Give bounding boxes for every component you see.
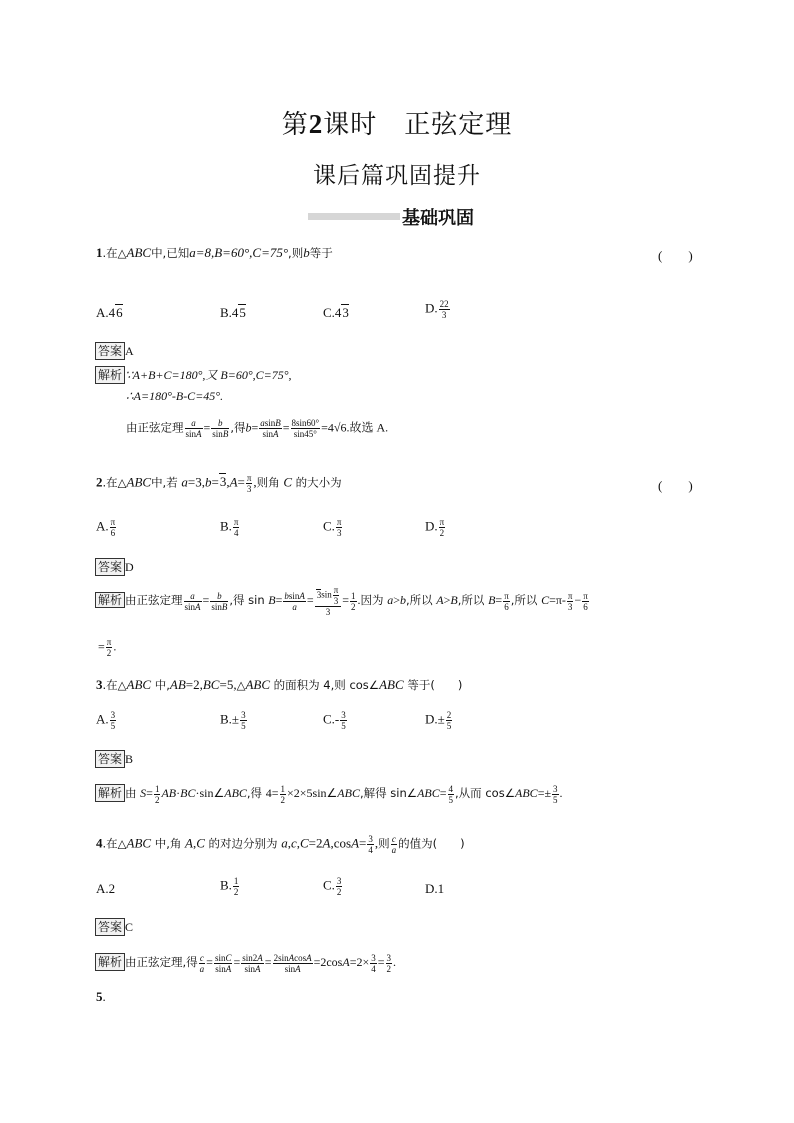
option-1a: A.46 — [96, 305, 123, 320]
option-1b: B.45 — [220, 305, 246, 320]
question-4: 4.在△ABC 中,角 A,C 的对边分别为 a,c,C=2A,cosA= $\frac{3}{4}$ ,则 $\frac{c}{a}$ 的值为( ) — [96, 834, 465, 855]
answer-blank-2: ( ) — [658, 478, 693, 493]
answer-tag: 答案 — [95, 342, 125, 360]
analysis-tag: 解析 — [95, 953, 125, 971]
answer-value: A — [125, 344, 134, 358]
answer-row-4 — [95, 916, 133, 935]
answer-blank-1: ( ) — [658, 248, 693, 263]
answer-row-1 — [95, 340, 134, 359]
answer-value: B — [125, 752, 134, 766]
analysis-tag: 解析 — [95, 592, 125, 608]
analysis-1-line3: 由正弦定理 $\frac{a}{\sin A}$ = $\frac{b}{\sin B}$ ,得b= $\frac{asinB}{\sin A}$ = $\frac{8\sin 60^\circ}{\sin 45^\circ}$ =4√6.故选 A. — [126, 418, 389, 439]
answer-row-3 — [95, 748, 133, 767]
question-5: 5. — [96, 989, 106, 1004]
option-2b: B. $\frac{\pi}{4}$ — [220, 517, 239, 538]
option-2a: A. $\frac{\pi}{6}$ — [96, 517, 116, 538]
question-3: 3.在△ABC 中,AB=2,BC=5,△ABC 的面积为 4,则 cos∠ABC 等于( ) — [96, 677, 463, 692]
answer-tag: 答案 — [95, 750, 125, 768]
option-4a: A.2 — [96, 881, 116, 896]
option-1d: D. $\frac{22}{3}$ — [425, 299, 449, 320]
answer-value: D — [125, 560, 134, 574]
option-3d: D.± $\frac{2}{5}$ — [425, 710, 452, 731]
option-2c: C. $\frac{\pi}{3}$ — [323, 517, 342, 538]
analysis-row-4: 解析 由正弦定理,得 $\frac{c}{a}$ = $\frac{\sin C}{\sin A}$ = $\frac{\sin 2A}{\sin A}$ = $\frac{\text{2sinAcosA}}{\sin A}$ =2cosA=2× $\frac{3}{4}$ = $\frac{3}{2}$ . — [95, 951, 396, 974]
option-4b: B. $\frac{1}{2}$ — [220, 876, 239, 897]
analysis-2-line2: = $\frac{\pi}{2}$ . — [98, 637, 117, 658]
option-3a: A. $\frac{3}{5}$ — [96, 710, 116, 731]
analysis-row-3: 解析 由 S= $\frac{1}{2}$ AB·BC·sin∠ABC,得 4= $\frac{1}{2}$ ×2×5sin∠ABC,解得 sin∠ABC= $\frac{4}{5}$ ,从而 cos∠ABC=± $\frac{3}{5}$ . — [95, 782, 563, 805]
analysis-tag: 解析 — [95, 366, 125, 384]
answer-value: C — [125, 920, 134, 934]
option-1c: C.43 — [323, 305, 349, 320]
option-4c: C. $\frac{3}{2}$ — [323, 876, 342, 897]
analysis-tag: 解析 — [95, 784, 125, 802]
analysis-row-2: 解析 由正弦定理 $\frac{a}{\sin A}$ = $\frac{b}{\sin B}$ ,得 sin B= $\frac{bsinA}{a}$ = 3sin $\frac{\pi}{3}$ 3 = $\frac{1}{2}$ .因为 a>b,所以 A>B,所以 B= $\frac{\pi}{6}$ ,所以 C=π- $\frac{\pi}{3}$ − $\frac{\pi}{6}$ — [95, 583, 590, 617]
section-bar — [308, 213, 400, 220]
answer-tag: 答案 — [95, 558, 125, 576]
page-subtitle: 课后篇巩固提升 — [313, 163, 481, 189]
option-2d: D. $\frac{\pi}{2}$ — [425, 517, 445, 538]
option-4d: D.1 — [425, 881, 445, 896]
page-title: 第2课时 正弦定理 — [281, 109, 513, 140]
section-heading: 基础巩固 — [402, 208, 474, 229]
analysis-1-line2: ∴A=180°-B-C=45°. — [126, 389, 224, 403]
question-2: 2.在△ABC中,若 a=3,b=3,A= $\frac{\pi}{3}$ ,则角 C 的大小为 — [96, 473, 342, 494]
option-3b: B.± $\frac{3}{5}$ — [220, 710, 246, 731]
answer-tag: 答案 — [95, 918, 125, 936]
analysis-row-1: 解析 ∵A+B+C=180°,又 B=60°,C=75°, — [95, 364, 292, 383]
question-1: 1.在△ABC中,已知a=8,B=60°,C=75°,则b等于 — [96, 245, 333, 260]
answer-row-2 — [95, 556, 134, 575]
option-3c: C.- $\frac{3}{5}$ — [323, 710, 346, 731]
